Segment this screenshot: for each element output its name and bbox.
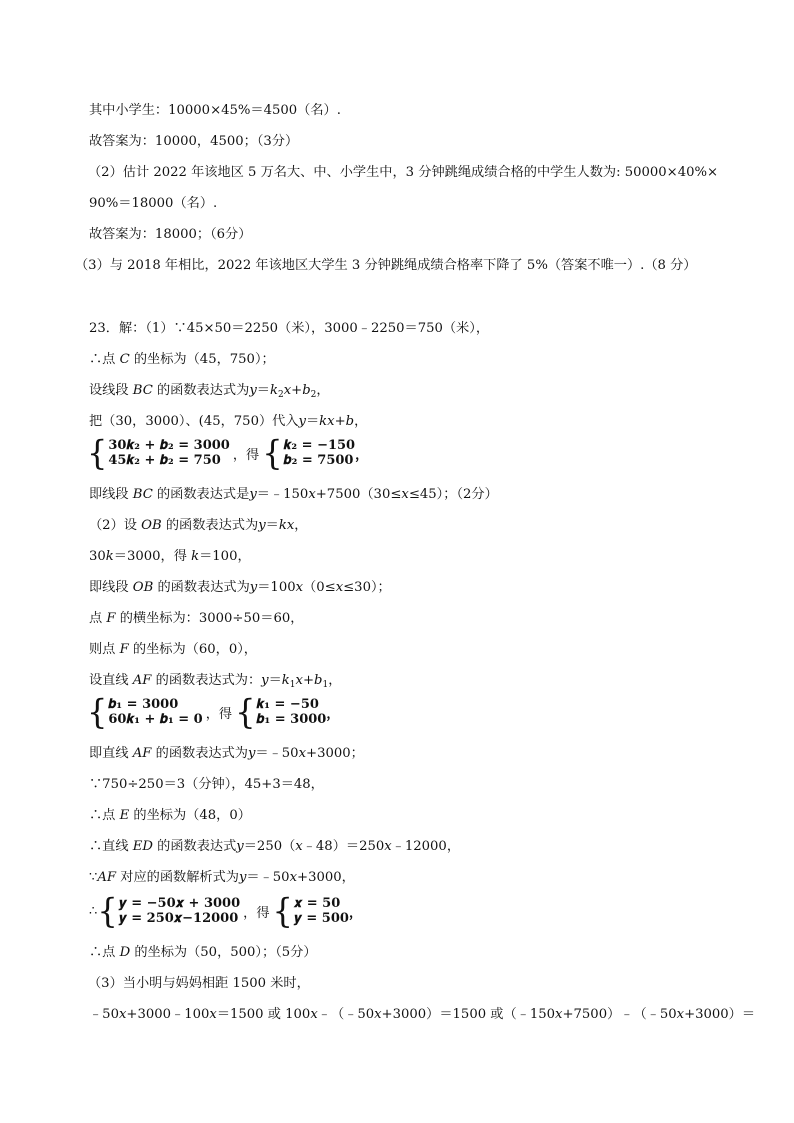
var: k [281,673,290,688]
var: y [249,487,257,502]
var: x [384,839,392,854]
text: 30 [89,549,106,564]
text: 的函数表达式为： [151,673,262,688]
var: x [676,1007,685,1022]
var: x [295,839,303,854]
text: ， [326,706,340,722]
var: BC [132,487,153,502]
text: 设直线 [89,673,133,688]
text-line [89,610,303,628]
text: 即线段 [89,487,133,502]
text: 的坐标为（45，750）； [129,352,275,367]
text-line [89,641,257,659]
text-line: 故答案为：18000；（6分） [89,227,252,242]
var: x [310,1007,318,1022]
text-line [89,745,364,763]
text: ∵ [89,870,98,885]
subscript: 2 [310,390,317,400]
var: kx [278,518,295,533]
text-line [89,672,341,694]
var: x [555,1007,563,1022]
equation-system-2 [87,692,340,732]
text-line [89,1006,755,1024]
var: AF [97,870,117,885]
text: 的函数表达式为 [152,383,250,398]
problem-23-heading: 23．解：（1）∵45×50＝2250（米），3000﹣2250＝750（米）， [89,321,490,336]
text: 的函数表达式为 [161,518,259,533]
text: ，得 [243,905,270,921]
var: D [119,945,131,960]
text-line: 其中小学生：10000×45%＝4500（名）. [89,103,341,118]
var: kx [319,414,335,429]
text: ＝250（ [243,839,296,854]
equation: 𝒃₁ = 3000 [108,697,179,712]
text-line: （3）当小明与妈妈相距 1500 米时， [88,976,310,991]
text: ＝ [256,383,270,398]
var: y [247,746,256,761]
therefore-symbol: ∴ [89,903,98,919]
left-brace: { [97,891,118,931]
subscript: 1 [322,680,329,690]
text: ＝﹣150 [256,487,309,502]
text: ≤45）；（2分） [408,487,498,502]
var: F [119,642,129,657]
text-line [89,517,307,535]
text: 的函数表达式是 [152,487,250,502]
text: 的横坐标为：3000÷50＝60， [115,611,304,626]
var: AF [132,746,152,761]
equation: 𝒌₁ = −50 [256,697,319,712]
subscript: 2 [277,390,284,400]
text: ＝ [305,414,320,429]
text: 即线段 [89,580,133,595]
text: + [302,673,315,688]
var: y [238,870,247,885]
subscript: 1 [289,680,296,690]
text: 则点 [89,642,120,657]
var: y [249,383,257,398]
text: ＝1500 或 100 [216,1007,311,1022]
text: +3000）＝ [684,1007,756,1022]
equation: 𝒚 = 250𝒙−12000 [118,911,239,926]
text-line [89,351,275,369]
text: ，得 [205,706,233,722]
text: ＝3000，得 [113,549,192,564]
text: 设线段 [89,383,133,398]
text: ≤30）； [343,580,391,595]
text: 即直线 [89,746,133,761]
var: x [401,487,409,502]
text: ＝ [268,673,282,688]
var: OB [141,518,162,533]
text-line [89,944,317,962]
var: x [209,1007,217,1022]
text: ， [348,905,362,921]
equation: 𝒚 = 500 [293,911,349,926]
text: ∴点 [89,808,120,823]
equation: 45𝒌₂ + 𝒃₂ = 750 [108,453,221,468]
text-line [89,486,498,504]
text-line [89,579,391,597]
equation: 𝒙 = 50 [293,896,341,911]
text-line [89,869,355,887]
text: （2）设 [89,518,142,533]
var: x [118,1007,127,1022]
text: +7500（30≤ [315,487,402,502]
text: ＝﹣50 [246,870,290,885]
var: BC [132,383,153,398]
text: ﹣48）＝250 [302,839,385,854]
text-line [89,548,251,566]
var: y [236,839,244,854]
equation: 60𝒌₁ + 𝒃₁ = 0 [108,712,203,727]
equation-system-1 [87,433,369,473]
text: 的函数表达式为 [151,746,248,761]
text: + [334,414,346,429]
var: C [119,352,130,367]
text: 点 [89,611,107,626]
var: x [308,487,316,502]
var: AF [132,673,152,688]
equation: 𝒃₁ = 3000 [256,712,327,727]
text-line [89,807,251,825]
var: y [261,673,269,688]
text: ﹣（﹣50 [317,1007,375,1022]
var: E [119,808,130,823]
text: +3000﹣100 [126,1007,210,1022]
var: x [374,1007,382,1022]
var: x [295,673,303,688]
text: ＝100， [199,549,251,564]
text: +3000）＝1500 或（﹣150 [381,1007,556,1022]
var: x [298,746,307,761]
var: b [314,673,323,688]
var: x [335,580,344,595]
text: 对应的函数解析式为 [116,870,239,885]
var: k [191,549,200,564]
text: 的函数表达式为 [153,580,250,595]
text: ， [354,414,368,429]
text-line: （3）与 2018 年相比，2022 年该地区大学生 3 分钟跳绳成绩合格率下降了 5%（答案不唯一）.（8 分） [75,258,697,273]
text-line [89,838,460,856]
text: 的坐标为（48，0） [129,808,251,823]
var: ED [132,839,153,854]
text: ∴直线 [89,839,133,854]
var: F [106,611,116,626]
left-brace: { [87,433,108,473]
text: + [291,383,303,398]
var: y [249,580,258,595]
text: ∴点 [89,945,120,960]
left-brace: { [262,433,283,473]
equation-system-3 [89,891,362,931]
var: k [105,549,114,564]
text: ∴点 [89,352,120,367]
var: OB [132,580,154,595]
text: +3000； [306,746,364,761]
text: ， [316,383,330,398]
text-line: ∵750÷250＝3（分钟），45+3＝48， [89,777,324,792]
var: b [345,414,355,429]
var: k [269,383,278,398]
equation: 𝒚 = −50𝒙 + 3000 [118,896,241,911]
text-line [89,382,330,404]
var: x [295,580,304,595]
text: ， [328,673,342,688]
left-brace: { [235,692,256,732]
text: 的坐标为（60，0）， [128,642,257,657]
text: ，得 [232,447,260,463]
text-line [89,413,367,431]
var: x [283,383,292,398]
text: 的坐标为（50，500）；（5分） [130,945,317,960]
var: b [302,383,311,398]
var: x [289,870,298,885]
text-line: 90%＝18000（名）. [89,196,218,211]
text-line: 故答案为：10000，4500；（3分） [89,134,299,149]
text: （0≤ [303,580,336,595]
left-brace: { [87,692,108,732]
text: ﹣12000， [391,839,461,854]
text-line: （2）估计 2022 年该地区 5 万名大、中、小学生中，3 分钟跳绳成绩合格的中学生人数为: 50000×40%× [88,165,719,180]
equation: 𝒌₂ = −150 [283,438,356,453]
text: ＝﹣50 [255,746,299,761]
var: y [258,518,266,533]
equation: 𝒃₂ = 7500 [283,453,354,468]
equation: 30𝒌₂ + 𝒃₂ = 3000 [108,438,230,453]
text: ＝ [265,518,279,533]
text: 把（30，3000）、(45，750）代入 [89,414,299,429]
var: y [298,414,306,429]
text: +3000， [297,870,355,885]
text: 的函数表达式 [152,839,237,854]
left-brace: { [272,891,293,931]
text: ， [355,447,369,463]
text: ， [294,518,308,533]
text: ﹣50 [89,1007,119,1022]
text: ＝100 [257,580,296,595]
text: +7500）﹣（﹣50 [562,1007,677,1022]
